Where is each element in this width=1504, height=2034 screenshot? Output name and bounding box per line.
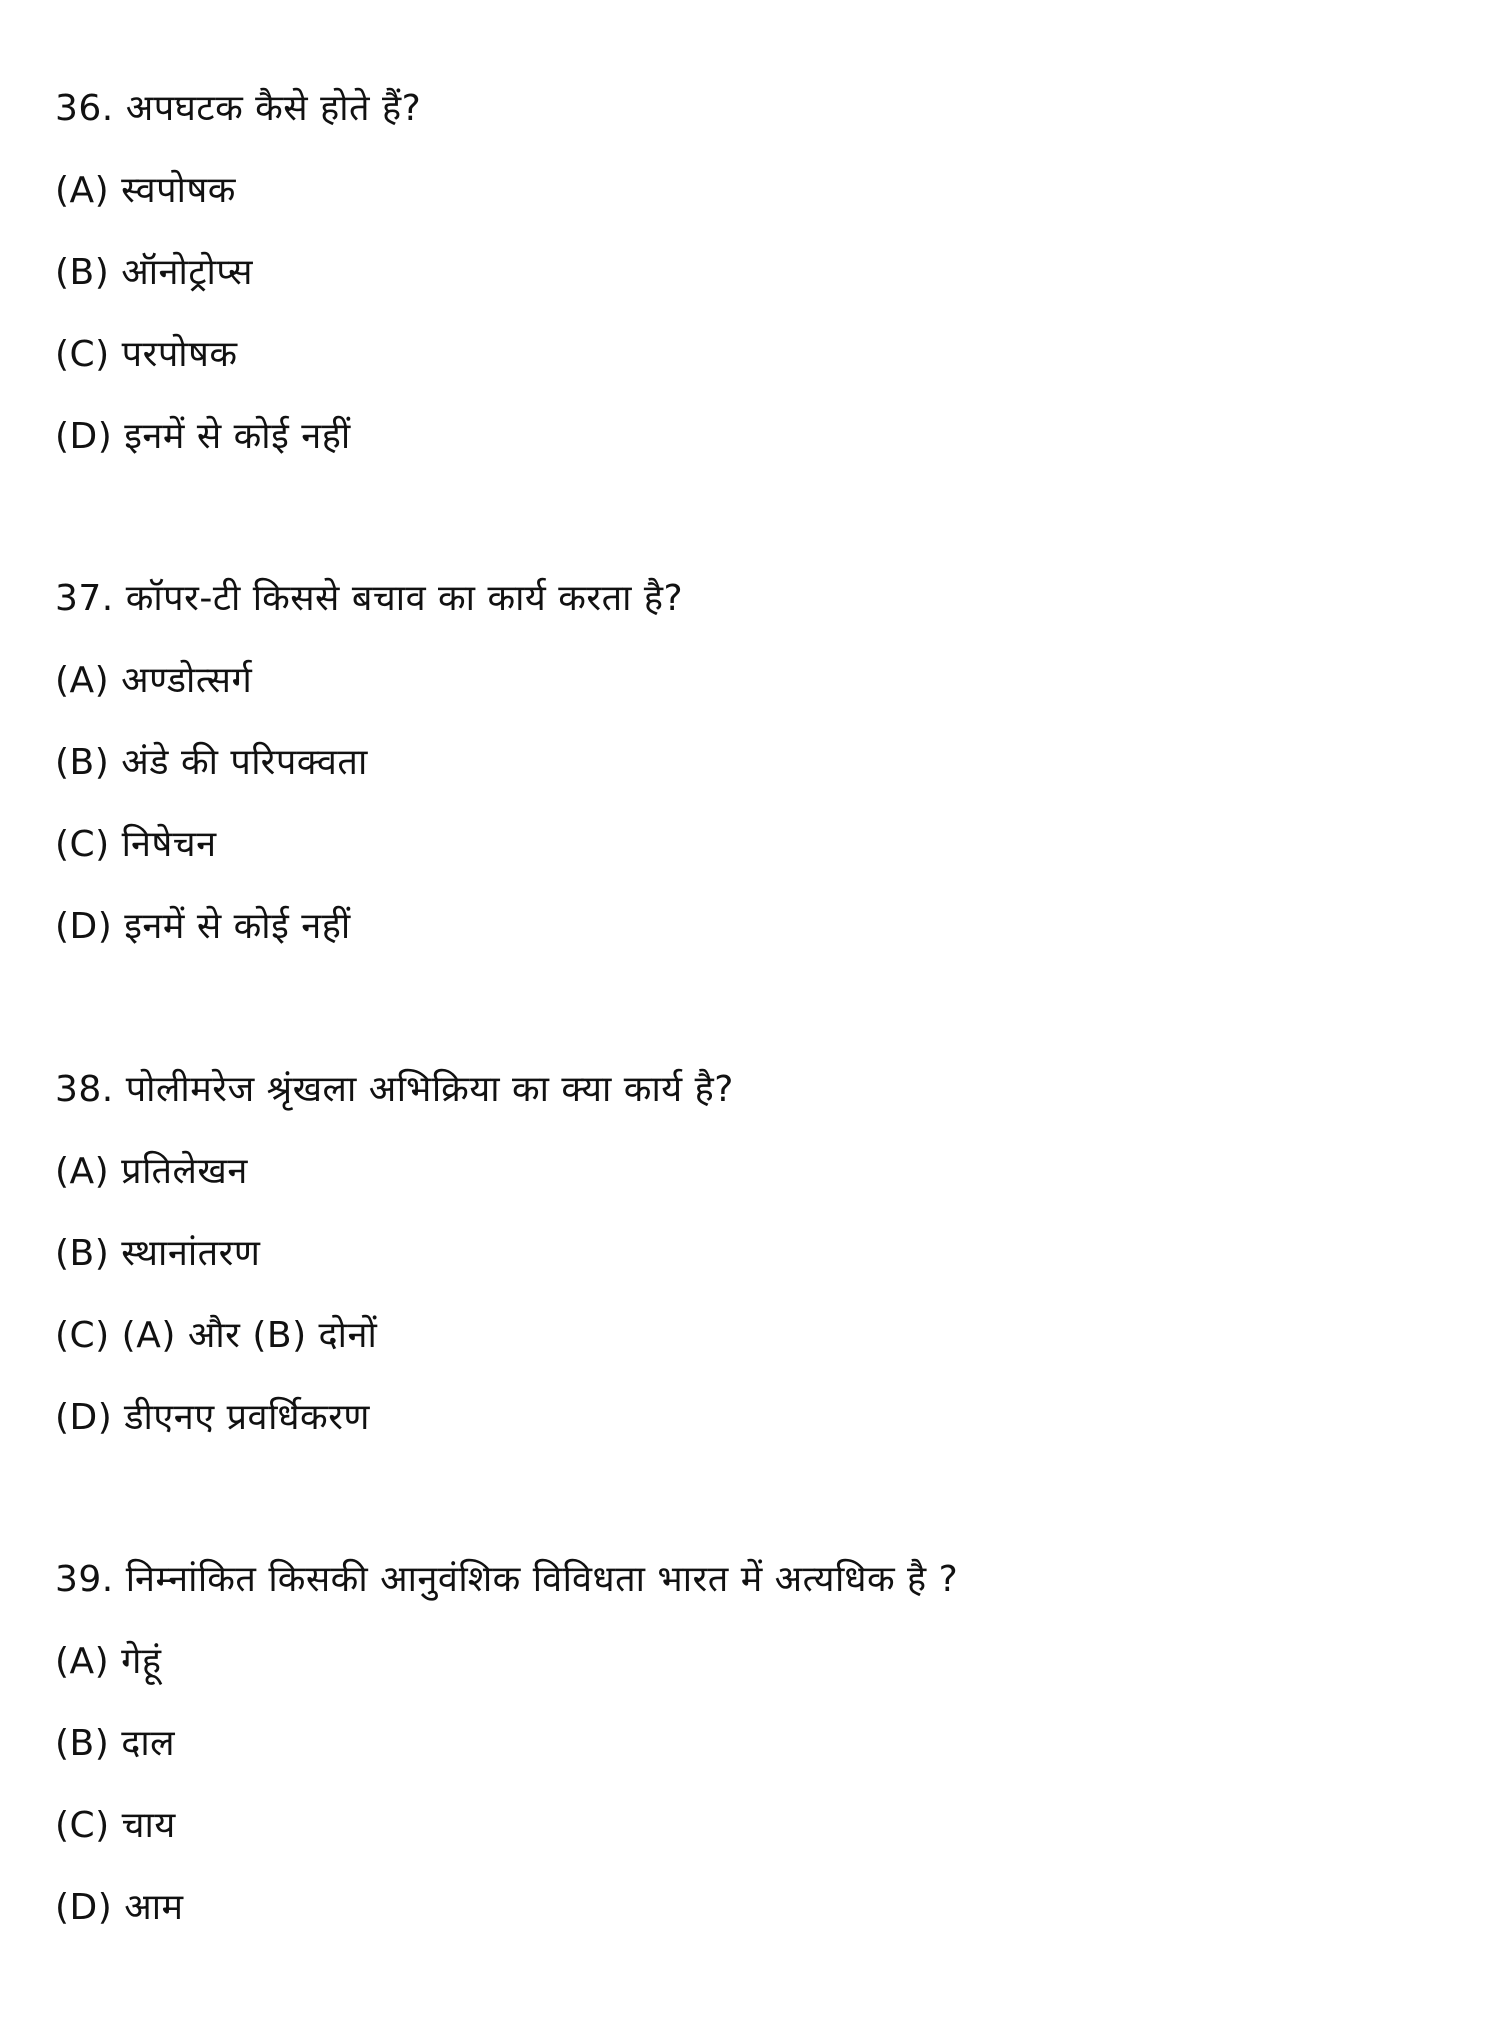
option-c — [55, 804, 1455, 886]
option-a — [55, 1621, 1455, 1703]
question-stem — [55, 68, 1455, 150]
option-b — [55, 232, 1455, 314]
option-b — [55, 1213, 1455, 1295]
option-text: (B) ऑनोट्रोप्स — [55, 252, 253, 293]
option-text: (B) अंडे की परिपक्वता — [55, 742, 368, 783]
option-b — [55, 722, 1455, 804]
option-c — [55, 1295, 1455, 1377]
question-text: 39. निम्नांकित किसकी आनुवंशिक विविधता भारत में अत्यधिक है ? — [55, 1559, 959, 1600]
option-c — [55, 1785, 1455, 1867]
question-text: 37. कॉपर-टी किससे बचाव का कार्य करता है? — [55, 578, 684, 619]
option-text: (C) परपोषक — [55, 334, 238, 375]
question-38 — [55, 1049, 1455, 1459]
question-text: 38. पोलीमरेज श्रृंखला अभिक्रिया का क्या कार्य है? — [55, 1069, 734, 1110]
option-text: (A) गेहूं — [55, 1641, 162, 1682]
question-stem — [55, 1539, 1455, 1621]
question-37 — [55, 558, 1455, 968]
option-c — [55, 314, 1455, 396]
option-text: (D) डीएनए प्रवर्धिकरण — [55, 1397, 370, 1438]
option-b — [55, 1703, 1455, 1785]
option-a — [55, 1131, 1455, 1213]
option-d — [55, 1377, 1455, 1459]
option-a — [55, 640, 1455, 722]
option-text: (A) अण्डोत्सर्ग — [55, 660, 253, 701]
question-stem — [55, 1049, 1455, 1131]
option-d — [55, 886, 1455, 968]
option-text: (B) दाल — [55, 1723, 176, 1764]
option-text: (D) इनमें से कोई नहीं — [55, 416, 351, 457]
option-d — [55, 396, 1455, 478]
option-text: (D) इनमें से कोई नहीं — [55, 906, 351, 947]
question-text: 36. अपघटक कैसे होते हैं? — [55, 88, 422, 129]
option-text: (B) स्थानांतरण — [55, 1233, 261, 1274]
option-d — [55, 1867, 1455, 1949]
option-text: (D) आम — [55, 1887, 184, 1928]
option-a — [55, 150, 1455, 232]
option-text: (C) चाय — [55, 1805, 176, 1846]
option-text: (A) स्वपोषक — [55, 170, 236, 211]
question-stem — [55, 558, 1455, 640]
option-text: (C) (A) और (B) दोनों — [55, 1315, 378, 1356]
option-text: (C) निषेचन — [55, 824, 217, 865]
option-text: (A) प्रतिलेखन — [55, 1151, 248, 1192]
question-36 — [55, 68, 1455, 478]
question-39 — [55, 1539, 1455, 1949]
